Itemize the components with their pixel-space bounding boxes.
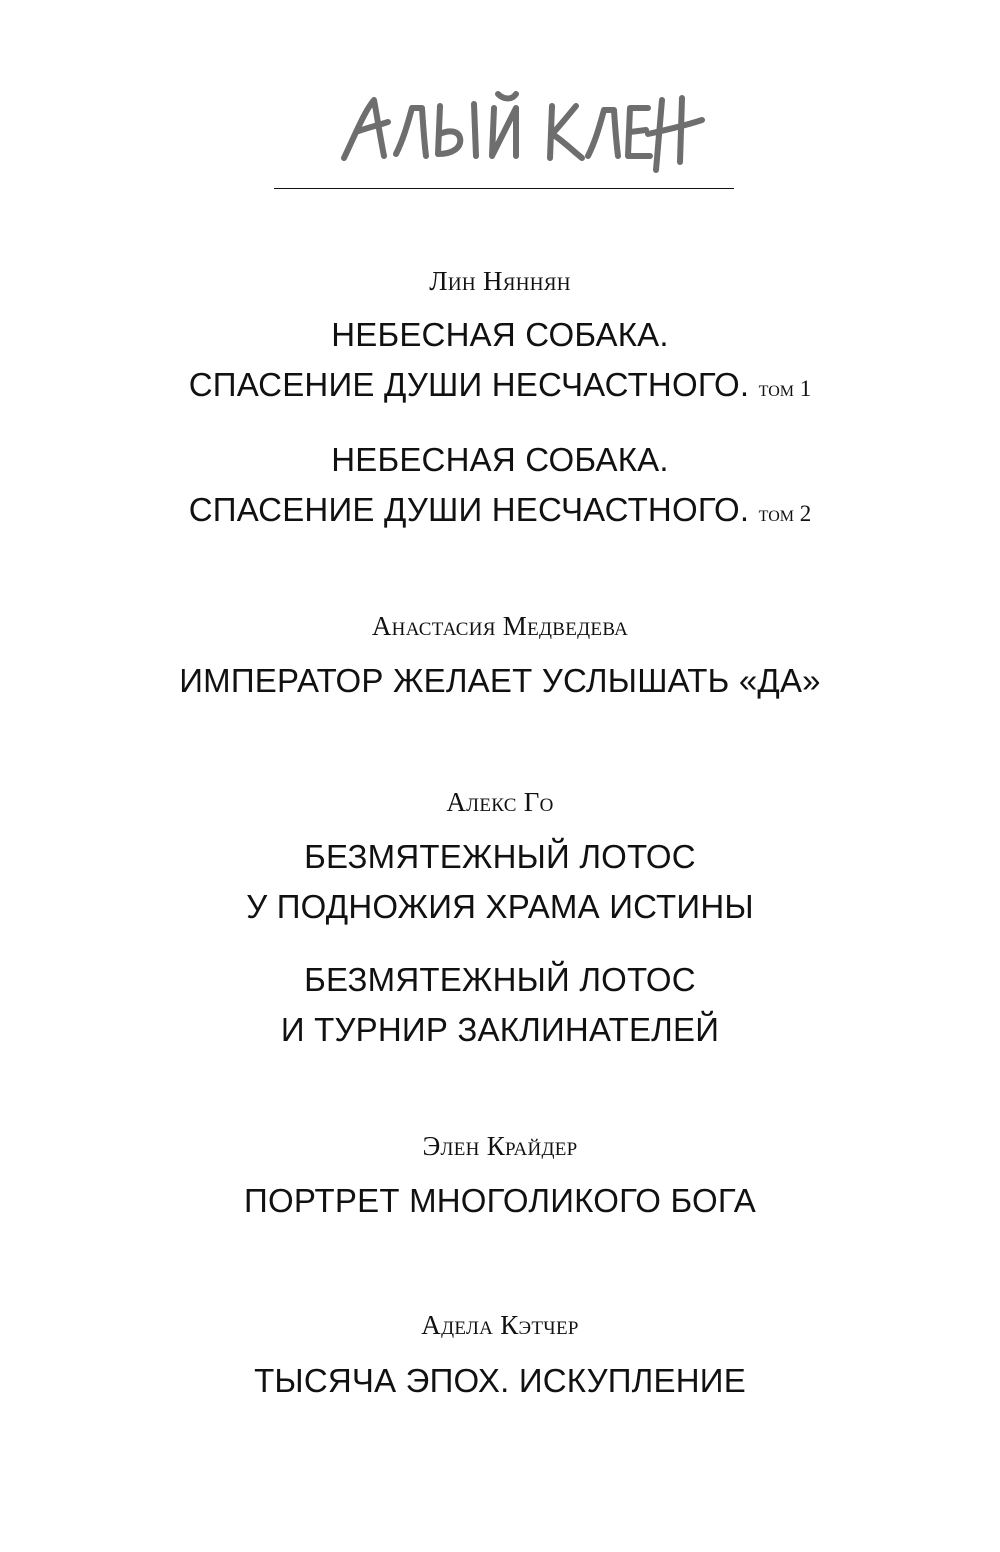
book-title-line: СПАСЕНИЕ ДУШИ НЕСЧАСТНОГО. — [188, 491, 759, 528]
book-title-line: НЕБЕСНАЯ СОБАКА. — [331, 316, 669, 353]
book-title-line: ИМПЕРАТОР ЖЕЛАЕТ УСЛЫШАТЬ «ДА» — [179, 662, 821, 699]
author-name: Алекс Го — [446, 787, 554, 817]
volume-label: том 1 — [758, 376, 812, 401]
author-name: Адела Кэтчер — [421, 1310, 579, 1340]
author-name: Элен Крайдер — [422, 1131, 578, 1161]
book-title — [0, 832, 1000, 932]
author-name: Анастасия Медведева — [371, 611, 629, 641]
series-logo — [330, 78, 710, 173]
book-title-line: НЕБЕСНАЯ СОБАКА. — [331, 441, 669, 478]
book-title-line: ТЫСЯЧА ЭПОХ. ИСКУПЛЕНИЕ — [254, 1362, 746, 1399]
book-title — [0, 955, 1000, 1055]
book-title — [0, 1176, 1000, 1226]
book-title — [0, 1356, 1000, 1406]
book-title-line: ПОРТРЕТ МНОГОЛИКОГО БОГА — [244, 1182, 756, 1219]
book-title-line: СПАСЕНИЕ ДУШИ НЕСЧАСТНОГО. — [188, 366, 759, 403]
book-title — [0, 656, 1000, 706]
book-title-line: У ПОДНОЖИЯ ХРАМА ИСТИНЫ — [246, 888, 754, 925]
book-title-line: И ТУРНИР ЗАКЛИНАТЕЛЕЙ — [280, 1011, 720, 1048]
book-title-line: БЕЗМЯТЕЖНЫЙ ЛОТОС — [304, 838, 696, 875]
series-divider — [274, 188, 734, 189]
series-logo-lettering — [330, 78, 710, 173]
book-title — [0, 435, 1000, 539]
author-name: Лин Няннян — [429, 266, 571, 296]
book-title — [0, 310, 1000, 414]
volume-label: том 2 — [758, 501, 812, 526]
book-title-line: БЕЗМЯТЕЖНЫЙ ЛОТОС — [304, 961, 696, 998]
